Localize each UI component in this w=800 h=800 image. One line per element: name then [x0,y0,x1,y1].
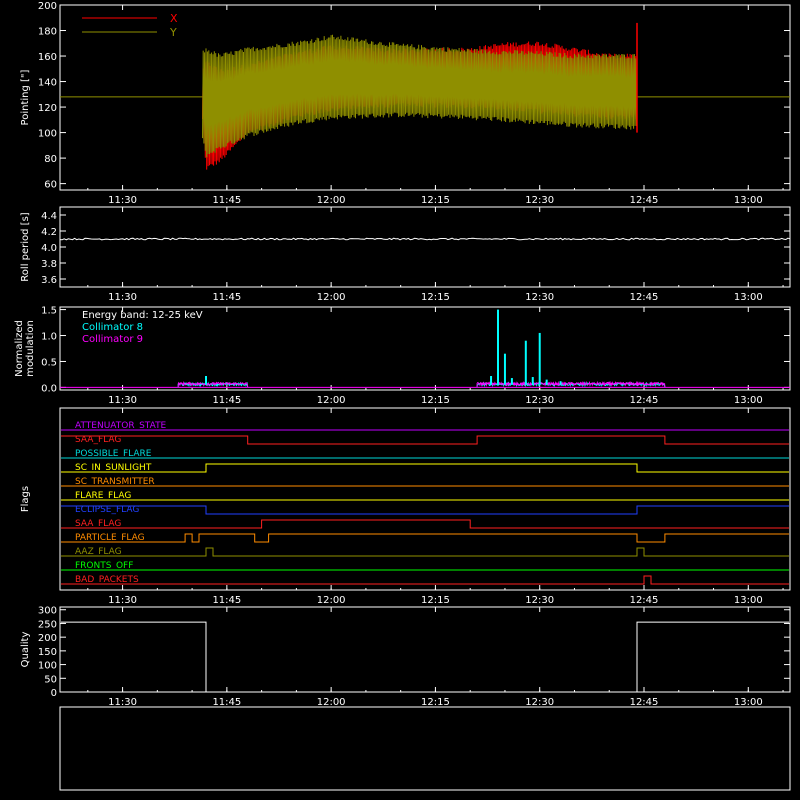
x-tick-label: 12:15 [421,195,450,206]
x-tick-label: 11:45 [212,595,242,606]
flag-label-eclipse-flag: ECLIPSE_FLAG [75,505,140,515]
y-tick-label: 0.5 [41,357,57,369]
y-tick-label: 140 [37,77,57,89]
modulation-y-label: Normalized [14,320,25,377]
flag-label-sc-transmitter: SC_TRANSMITTER [75,477,155,487]
x-tick-label: 12:15 [421,697,450,708]
flag-label-sc-in-sunlight: SC_IN_SUNLIGHT [75,463,152,473]
y-tick-label: 100 [37,128,57,140]
y-tick-label: 3.8 [41,259,57,270]
flag-label-saa-flag: SAA_FLAG [75,435,122,445]
flag-label-aaz-flag: AAZ_FLAG [75,547,122,557]
x-tick-label: 13:00 [733,697,763,708]
x-tick-label: 13:00 [733,292,763,303]
y-tick-label: 80 [44,154,57,166]
modulation-legend-1: Collimator 8 [82,322,143,333]
x-tick-label: 12:30 [525,195,555,206]
x-tick-label: 13:00 [733,395,763,406]
flag-label-fronts-off: FRONTS_OFF [75,561,134,571]
x-tick-label: 12:45 [629,292,659,303]
pointing-y-label: Pointing ["] [20,69,31,126]
x-tick-label: 13:00 [733,195,763,206]
x-tick-label: 11:45 [212,292,242,303]
x-tick-label: 12:00 [316,697,346,708]
flag-label-flare-flag: FLARE_FLAG [75,491,132,501]
y-tick-label: 4.4 [41,211,57,222]
modulation-legend-0: Energy band: 12-25 keV [82,310,203,321]
flag-label-possible-flare: POSSIBLE_FLARE [75,449,152,459]
x-tick-label: 12:15 [421,595,450,606]
y-tick-label: 200 [37,1,57,12]
flag-label-bad-packets: BAD_PACKETS [75,575,139,585]
x-tick-label: 12:30 [525,697,555,708]
x-tick-label: 11:30 [108,395,137,406]
y-tick-label: 300 [37,605,57,617]
x-tick-label: 11:45 [212,697,242,708]
y-tick-label: 4.2 [41,227,57,238]
x-tick-label: 12:45 [629,195,659,206]
y-tick-label: 160 [37,52,57,64]
flag-label-attenuator-state: ATTENUATOR_STATE [75,421,167,431]
y-tick-label: 1.5 [41,305,57,317]
y-tick-label: 120 [37,103,57,115]
x-tick-label: 12:00 [316,292,346,303]
x-tick-label: 11:45 [212,195,242,206]
legend-label-y: Y [170,26,177,39]
y-tick-label: 60 [44,179,57,191]
y-tick-label: 100 [37,660,57,672]
modulation-legend-2: Collimator 9 [82,334,143,345]
x-tick-label: 11:30 [108,697,137,708]
y-tick-label: 0.0 [41,383,57,395]
y-tick-label: 250 [37,619,57,631]
x-tick-label: 12:00 [316,395,346,406]
x-tick-label: 12:30 [525,595,555,606]
x-tick-label: 11:45 [212,395,242,406]
y-tick-label: 180 [37,26,57,38]
x-tick-label: 13:00 [733,595,763,606]
flags-y-label: Flags [20,485,31,513]
legend-label-x: X [170,12,178,25]
x-tick-label: 12:30 [525,292,555,303]
flag-label-saa-flag: SAA_FLAG [75,519,122,529]
y-tick-label: 4.0 [41,243,57,254]
y-tick-label: 3.6 [41,275,57,286]
x-tick-label: 11:30 [108,292,137,303]
x-tick-label: 11:30 [108,195,137,206]
x-tick-label: 12:15 [421,395,450,406]
y-tick-label: 150 [37,646,57,658]
y-tick-label: 1.0 [41,331,57,343]
y-tick-label: 0 [50,688,57,699]
y-tick-label: 200 [37,633,57,645]
x-tick-label: 12:00 [316,195,346,206]
roll-y-label: Roll period [s] [20,212,31,282]
x-tick-label: 12:45 [629,395,659,406]
x-tick-label: 12:15 [421,292,450,303]
quality-y-label: Quality [20,631,31,668]
x-tick-label: 12:45 [629,595,659,606]
x-tick-label: 12:45 [629,697,659,708]
x-tick-label: 11:30 [108,595,137,606]
x-tick-label: 12:00 [316,595,346,606]
x-tick-label: 12:30 [525,395,555,406]
flag-label-particle-flag: PARTICLE_FLAG [75,533,145,543]
y-tick-label: 50 [44,674,57,686]
modulation-y-label: modulation [25,320,36,377]
